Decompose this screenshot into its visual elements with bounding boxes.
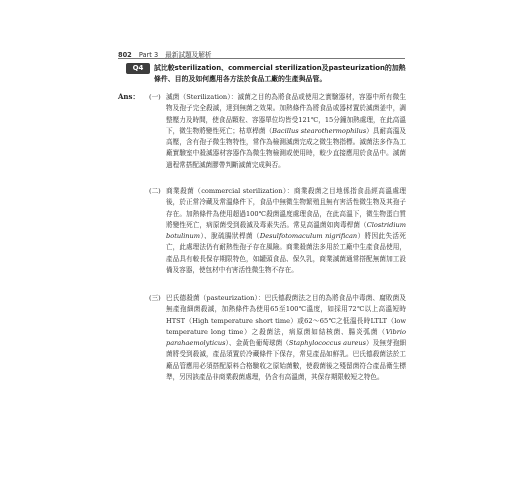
section-text: ）、金黃色葡萄球菌（ [225, 339, 289, 348]
answer-section-2 [150, 186, 406, 276]
section-number: (三) [149, 294, 161, 302]
answer-label: Ans： [118, 92, 140, 101]
species-name: Staphylococcus aureus [288, 339, 367, 348]
species-name: Desulfotomaculum nigrifican [259, 232, 358, 241]
section-number: (一) [149, 93, 161, 101]
question-badge: Q4 [126, 63, 150, 74]
section-body [150, 186, 406, 276]
header-divider [118, 58, 405, 59]
answer-section-1 [150, 92, 406, 171]
species-name: Vibrio parahaemolyticus [166, 327, 406, 348]
section-text: ）具耐高溫及高壓，含有孢子微生物特性，常作為檢測滅菌完成之微生物指標。滅菌法多作為工廠實驗室中殺滅器材容器作為微生物檢測或使用時，較少直接應用於食品中。滅菌過程常搭配滅菌膠帶判斷滅菌完成與否。 [166, 126, 407, 169]
section-body [150, 92, 406, 171]
species-name: Clostridium botulinum [166, 220, 406, 241]
section-text: 巴氏德殺菌（pasteurization）：巴氏德殺菌法之目的為將食品中毒菌、腐敗菌及無產孢細菌殺滅，加熱條件為使用65至100℃溫度，如採用72℃以上高溫短時HTST（High temperature short time）或62～65℃之低溫長時LTLT（low temperature long time）之殺菌法，病原菌如結核菌、腸炎弧菌（ [166, 294, 406, 336]
page-number: 802 [118, 51, 132, 59]
section-text: ）及無芽孢細菌將受到殺滅，產品須置於冷藏條件下保存，常見產品如鮮乳。巴氏德殺菌法於工廠品管應用必須搭配原料合格驗收之原始菌數，使殺菌後之殘留菌符合產品衛生標準，另因該產品非商業殺菌處理，仍含有高溫菌，其保存期限較短之特色。 [166, 339, 407, 382]
section-text: ）將因此失活死亡，此處理法仍有耐熱性孢子存在風險。商業殺菌法多用於工廠中生產食品使用，產品具有較長保存期限特色，如罐頭食品、保久乳，商業滅菌通常搭配無菌加工設備及容器，使包材中有害活性微生物不存在。 [166, 232, 406, 275]
part-label: Part 3 [138, 51, 159, 59]
answer-section-3 [150, 293, 406, 383]
section-number: (二) [149, 187, 161, 195]
chapter-title: 最新試題及解析 [165, 51, 212, 59]
section-text: ）、脫硫腸狀桿菌（ [200, 232, 260, 241]
question-text: 試比較sterilization、commercial sterilization及pasteurization的加熱條件、目的及如何應用各方法於食品工廠的生產與品管。 [154, 64, 406, 83]
section-text: 滅菌（Sterilization）：滅菌之目的為將食品或使用之實驗器材，容器中所有微生物及孢子完全殺滅，達到無菌之效果。加熱條件為將食品或器材置於滅菌釜中，調整壓力及時間，使食品顆粒、容器單位均皆受121℃，15分鐘加熱處理，在此高溫下，微生物將變性死亡；枯草桿菌（ [166, 93, 406, 135]
section-body [150, 293, 406, 383]
species-name: Bacillus stearothermophilus [272, 126, 367, 135]
section-text: 商業殺菌（commercial sterilization）：商業殺菌之目地係指食品經高溫處理後，於正常冷藏及常溫條件下，食品中無微生物繁殖且無有害活性微生物及其孢子存在。加熱條件為使用超過100℃殺菌溫度處理食品，在此高溫下，微生物蛋白質將變性死亡，病原菌受到殺滅及毒素失活。常見高溫菌如肉毒桿菌（ [166, 187, 406, 229]
